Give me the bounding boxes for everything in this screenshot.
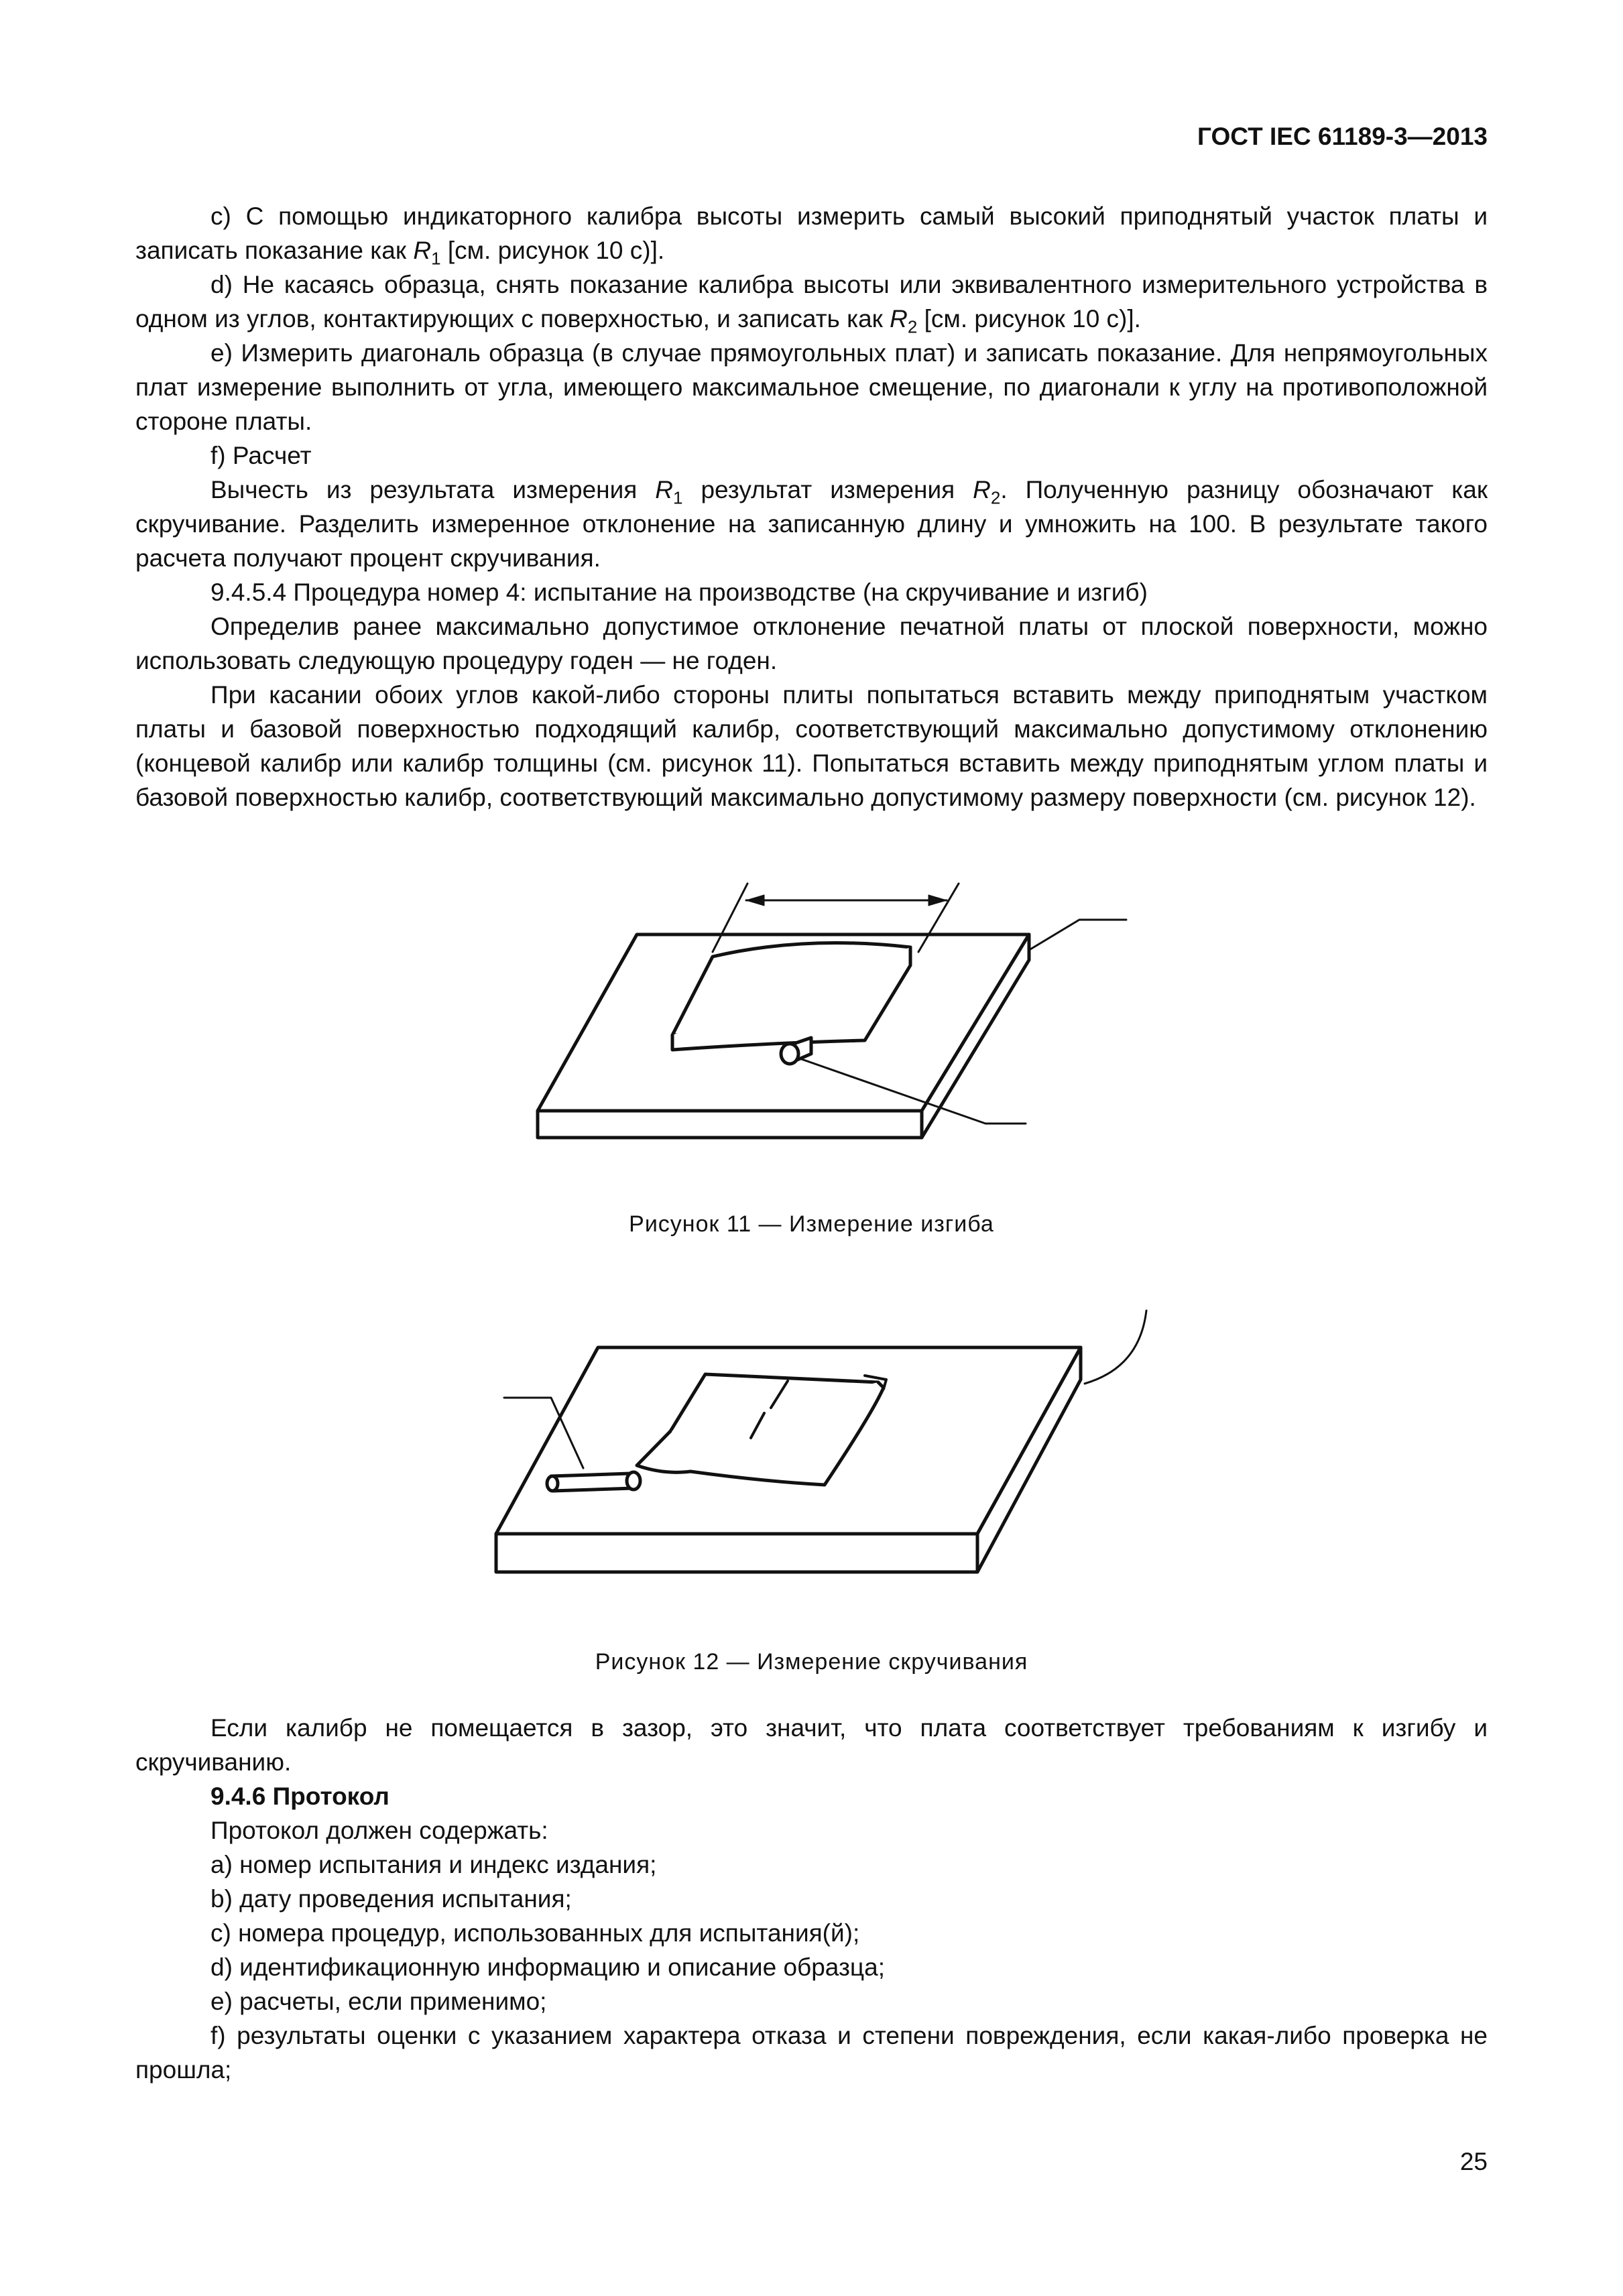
paragraph-calculation: Вычесть из результата измерения $R_1$ результат измерения $R_2$. Полученную разницу обозначают как скручивание. Разделить измеренное отклонение на записанную длину и умножить на 100. В результате такого расчета получают процент скручивания. [135, 476, 1488, 572]
list-item: е) расчеты, если применимо; [211, 1988, 547, 2015]
paragraph-if: Если калибр не помещается в зазор, это значит, что плата соответствует требованиям к изгибу и скручиванию. [135, 1714, 1488, 1776]
paragraph-e: е) Измерить диагональ образца (в случае прямоугольных плат) и записать показание. Для непрямоугольных плат измерение выполнить от угла, имеющего максимальное смещение, по диагонали к углу на противоположной стороне платы. [135, 339, 1488, 435]
fig12-board-top [496, 1347, 1081, 1534]
paragraph-touch: При касании обоих углов какой-либо стороны плиты попытаться вставить между приподнятым участком платы и базовой поверхностью подходящий калибр, соответствующий максимально допустимому отклонению (концевой калибр или калибр толщины (см. рисунок 11). Попытаться вставить между приподнятым углом платы и базовой поверхностью калибр, соответствующий максимально допустимому размеру поверхности (см. рисунок 12). [135, 681, 1488, 811]
fig12-gauge-rod [551, 1473, 634, 1491]
fig12-gauge-end [627, 1472, 640, 1490]
list-item: с) номера процедур, использованных для испытания(й); [211, 1919, 860, 1947]
section-heading-9-4-6: 9.4.6 Протокол [211, 1783, 389, 1810]
paragraph-f: f) Расчет [211, 442, 312, 469]
text-block-procedure [135, 199, 1488, 814]
list-item: b) дату проведения испытания; [211, 1885, 572, 1913]
paragraph-d: d) Не касаясь образца, снять показание калибра высоты или эквивалентного измерительного устройства в одном из углов, контактирующих с поверхностью, и записать как $R_2$ [см. рисунок 10 с)]. [135, 271, 1488, 337]
fig12-specimen [670, 1374, 878, 1478]
fig11-board-top [538, 934, 1029, 1111]
list-item: а) номер испытания и индекс издания; [211, 1851, 657, 1878]
fig12-board-front [496, 1534, 977, 1572]
fig11-leader-gauge [798, 1058, 1026, 1124]
fig11-board-side [922, 934, 1029, 1138]
fig11-gauge-end [781, 1044, 798, 1064]
paragraph-protocol-intro: Протокол должен содержать: [211, 1817, 548, 1844]
fig11-board-front [538, 1111, 922, 1138]
fig12-leader-board [1085, 1311, 1146, 1384]
fig12-leader-gauge [504, 1398, 583, 1468]
fig12-board-side [977, 1347, 1081, 1572]
list-item: d) идентификационную информацию и описание образца; [211, 1953, 885, 1981]
figure-11-caption: Рисунок 11 — Измерение изгиба [629, 1211, 994, 1237]
page-number: 25 [1459, 2148, 1488, 2175]
text-block-protocol [135, 1711, 1488, 2087]
paragraph-c: с) С помощью индикаторного калибра высоты измерить самый высокий приподнятый участок платы и записать показание как $R_1$ [см. рисунок 10 с)]. [135, 202, 1488, 269]
fig11-leader-board [1030, 920, 1126, 949]
paragraph-definition: Определив ранее максимально допустимое отклонение печатной платы от плоской поверхности, можно использовать следующую процедуру годен — не годен. [135, 613, 1488, 674]
paragraph-9-4-5-4: 9.4.5.4 Процедура номер 4: испытание на производстве (на скручивание и изгиб) [211, 579, 1148, 606]
fig11-specimen [672, 943, 910, 1035]
figure-12-caption: Рисунок 12 — Измерение скручивания [595, 1649, 1028, 1675]
list-item: f) результаты оценки с указанием характера отказа и степени повреждения, если какая-либо проверка не прошла; [135, 2022, 1488, 2083]
fig11-gauge-rod [788, 1038, 811, 1063]
document-code: ГОСТ IEC 61189-3—2013 [1197, 123, 1488, 150]
